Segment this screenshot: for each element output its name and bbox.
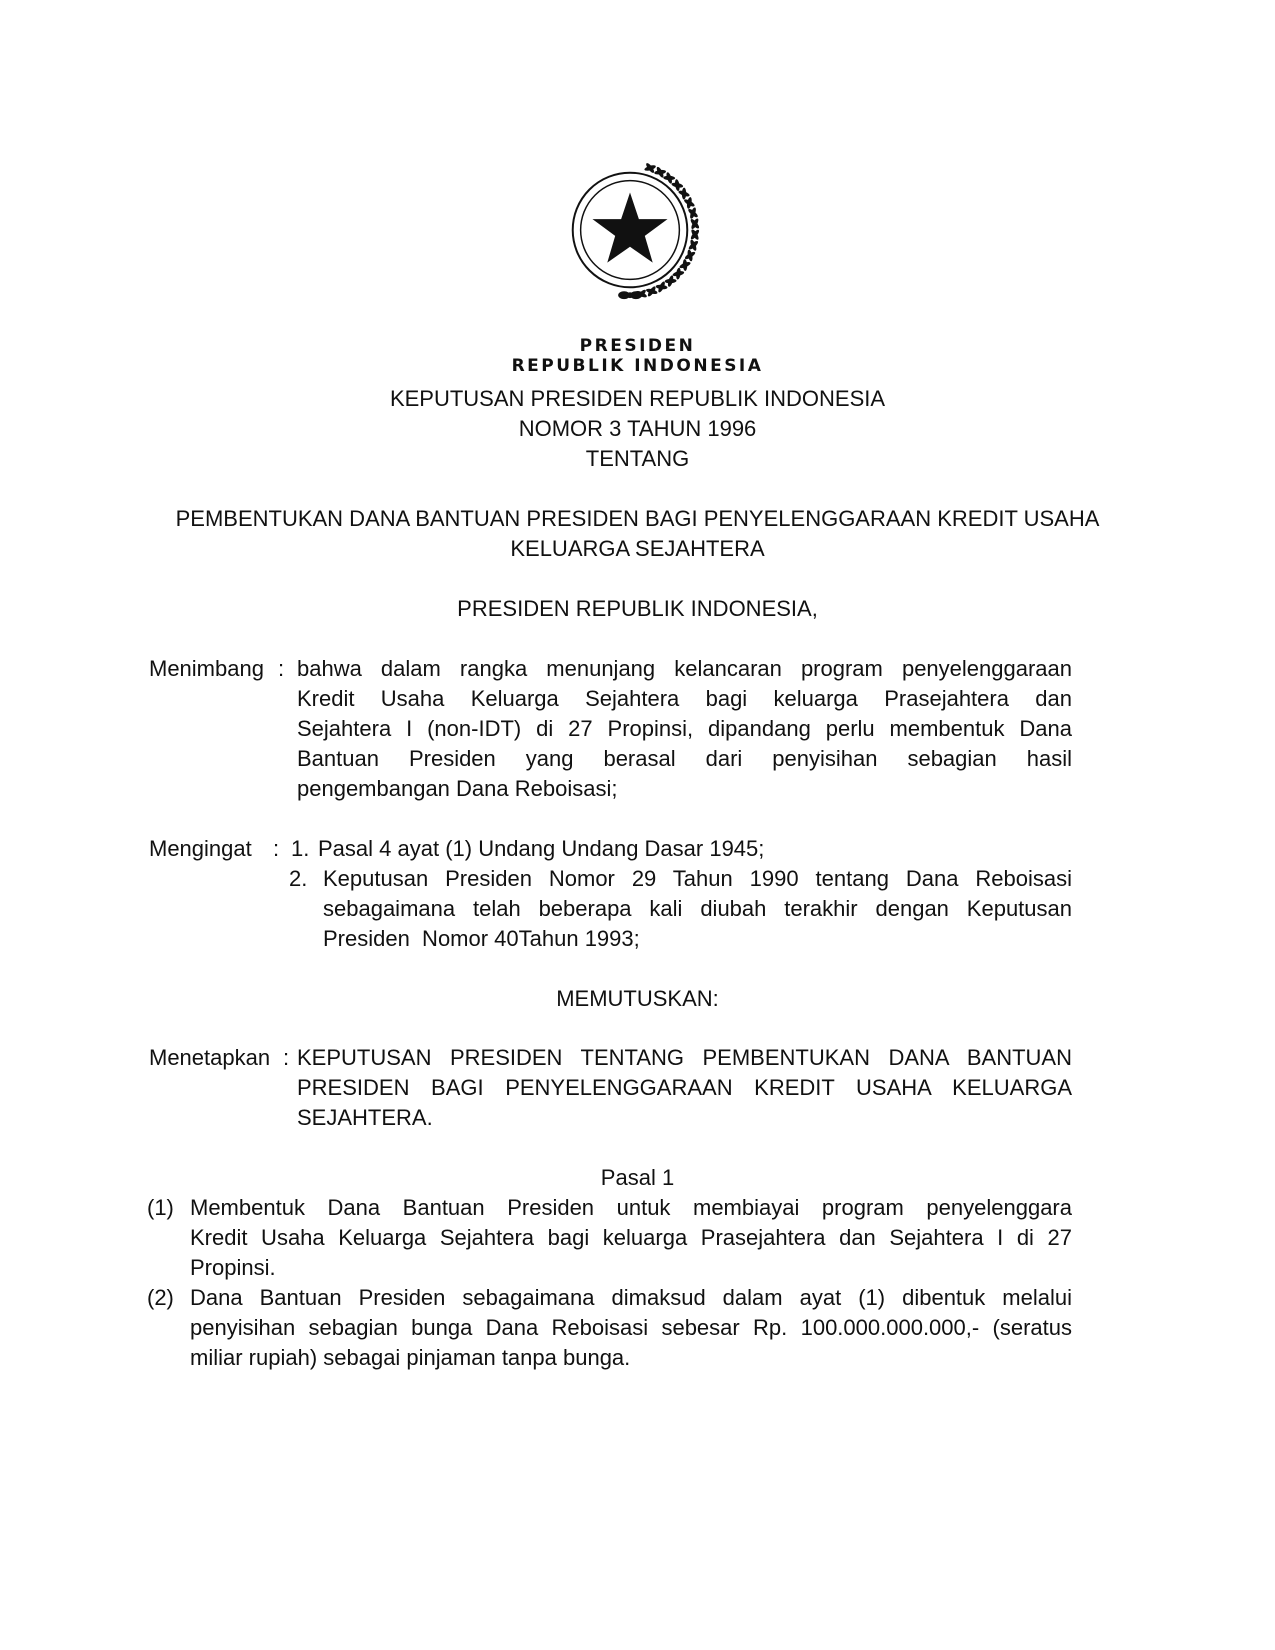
presidential-emblem-icon <box>551 150 709 310</box>
wreath-leaf <box>655 284 667 290</box>
wreath-leaf <box>665 279 677 284</box>
menetapkan-body <box>297 1043 1072 1133</box>
mengingat-item2 <box>323 864 1072 954</box>
menetapkan-line: SEJAHTERA. <box>297 1105 433 1130</box>
menimbang-line: Bantuan Presiden yang berasal dari penyisihan sebagian hasil <box>297 746 1072 771</box>
ayat-2-line: miliar rupiah) sebagai pinjaman tanpa bunga. <box>190 1345 631 1370</box>
ayat-2-line: penyisihan sebagian bunga Dana Reboisasi sebesar Rp. 100.000.000.000,- (seratus <box>190 1315 1072 1340</box>
mengingat-item2-number: 2. <box>289 866 308 891</box>
memutuskan-heading: MEMUTUSKAN: <box>556 986 719 1011</box>
mengingat-item2-line: sebagaimana telah beberapa kali diubah terakhir dengan Keputusan <box>323 896 1072 921</box>
pasal-1-ayat-1-number: (1) <box>147 1195 174 1220</box>
letterhead-republic: REPUBLIK INDONESIA <box>511 356 764 376</box>
ayat-1-line: Kredit Usaha Keluarga Sejahtera bagi keluarga Prasejahtera dan Sejahtera I di 27 <box>190 1225 1072 1250</box>
ayat-1-line: Membentuk Dana Bantuan Presiden untuk membiayai program penyelenggara <box>190 1195 1072 1220</box>
letterhead-president: PRESIDEN <box>579 336 696 356</box>
pasal-1-ayat-2-number: (2) <box>147 1285 174 1310</box>
mengingat-item2-line: Keputusan Presiden Nomor 29 Tahun 1990 tentang Dana Reboisasi <box>323 866 1072 891</box>
menimbang-line: Kredit Usaha Keluarga Sejahtera bagi keluarga Prasejahtera dan <box>297 686 1072 711</box>
menimbang-body <box>297 654 1072 804</box>
ayat-1-line: Propinsi. <box>190 1255 276 1280</box>
menimbang-line: pengembangan Dana Reboisasi; <box>297 776 618 801</box>
decree-title: KEPUTUSAN PRESIDEN REPUBLIK INDONESIA <box>389 386 886 411</box>
wreath-leaf <box>682 188 687 200</box>
president-heading: PRESIDEN REPUBLIK INDONESIA, <box>457 596 818 621</box>
mengingat-item1: Pasal 4 ayat (1) Undang Undang Dasar 1945; <box>318 836 765 861</box>
ayat-2-line: Dana Bantuan Presiden sebagaimana dimaksud dalam ayat (1) dibentuk melalui <box>190 1285 1072 1310</box>
menetapkan-colon: : <box>283 1045 290 1070</box>
decree-tentang: TENTANG <box>585 446 690 471</box>
decree-number: NOMOR 3 TAHUN 1996 <box>518 416 757 441</box>
menimbang-colon: : <box>278 656 285 681</box>
mengingat-colon: : <box>273 836 280 861</box>
wreath-leaf <box>674 179 680 191</box>
menetapkan-line: KEPUTUSAN PRESIDEN TENTANG PEMBENTUKAN DANA BANTUAN <box>297 1045 1072 1070</box>
pasal-1-ayat-1 <box>190 1193 1072 1283</box>
menimbang-label: Menimbang <box>149 656 264 681</box>
mengingat-item2-line: Presiden Nomor 40Tahun 1993; <box>323 926 640 951</box>
mengingat-label: Mengingat <box>149 836 252 861</box>
menimbang-line: Sejahtera I (non-IDT) di 27 Propinsi, dipandang perlu membentuk Dana <box>297 716 1072 741</box>
menetapkan-line: PRESIDEN BAGI PENYELENGGARAAN KREDIT USAHA KELUARGA <box>297 1075 1072 1100</box>
decree-subject-line2: KELUARGA SEJAHTERA <box>510 536 765 561</box>
pasal-1-ayat-2 <box>190 1283 1072 1373</box>
menetapkan-label: Menetapkan <box>149 1045 271 1070</box>
wreath-leaf <box>690 229 701 241</box>
mengingat-item1-number: 1. <box>291 836 310 861</box>
decree-subject-line1: PEMBENTUKAN DANA BANTUAN PRESIDEN BAGI PENYELENGGARAAN KREDIT USAHA <box>175 506 1100 531</box>
menimbang-line: bahwa dalam rangka menunjang kelancaran program penyelenggaraan <box>297 656 1072 681</box>
pasal-1-title: Pasal 1 <box>600 1165 675 1190</box>
